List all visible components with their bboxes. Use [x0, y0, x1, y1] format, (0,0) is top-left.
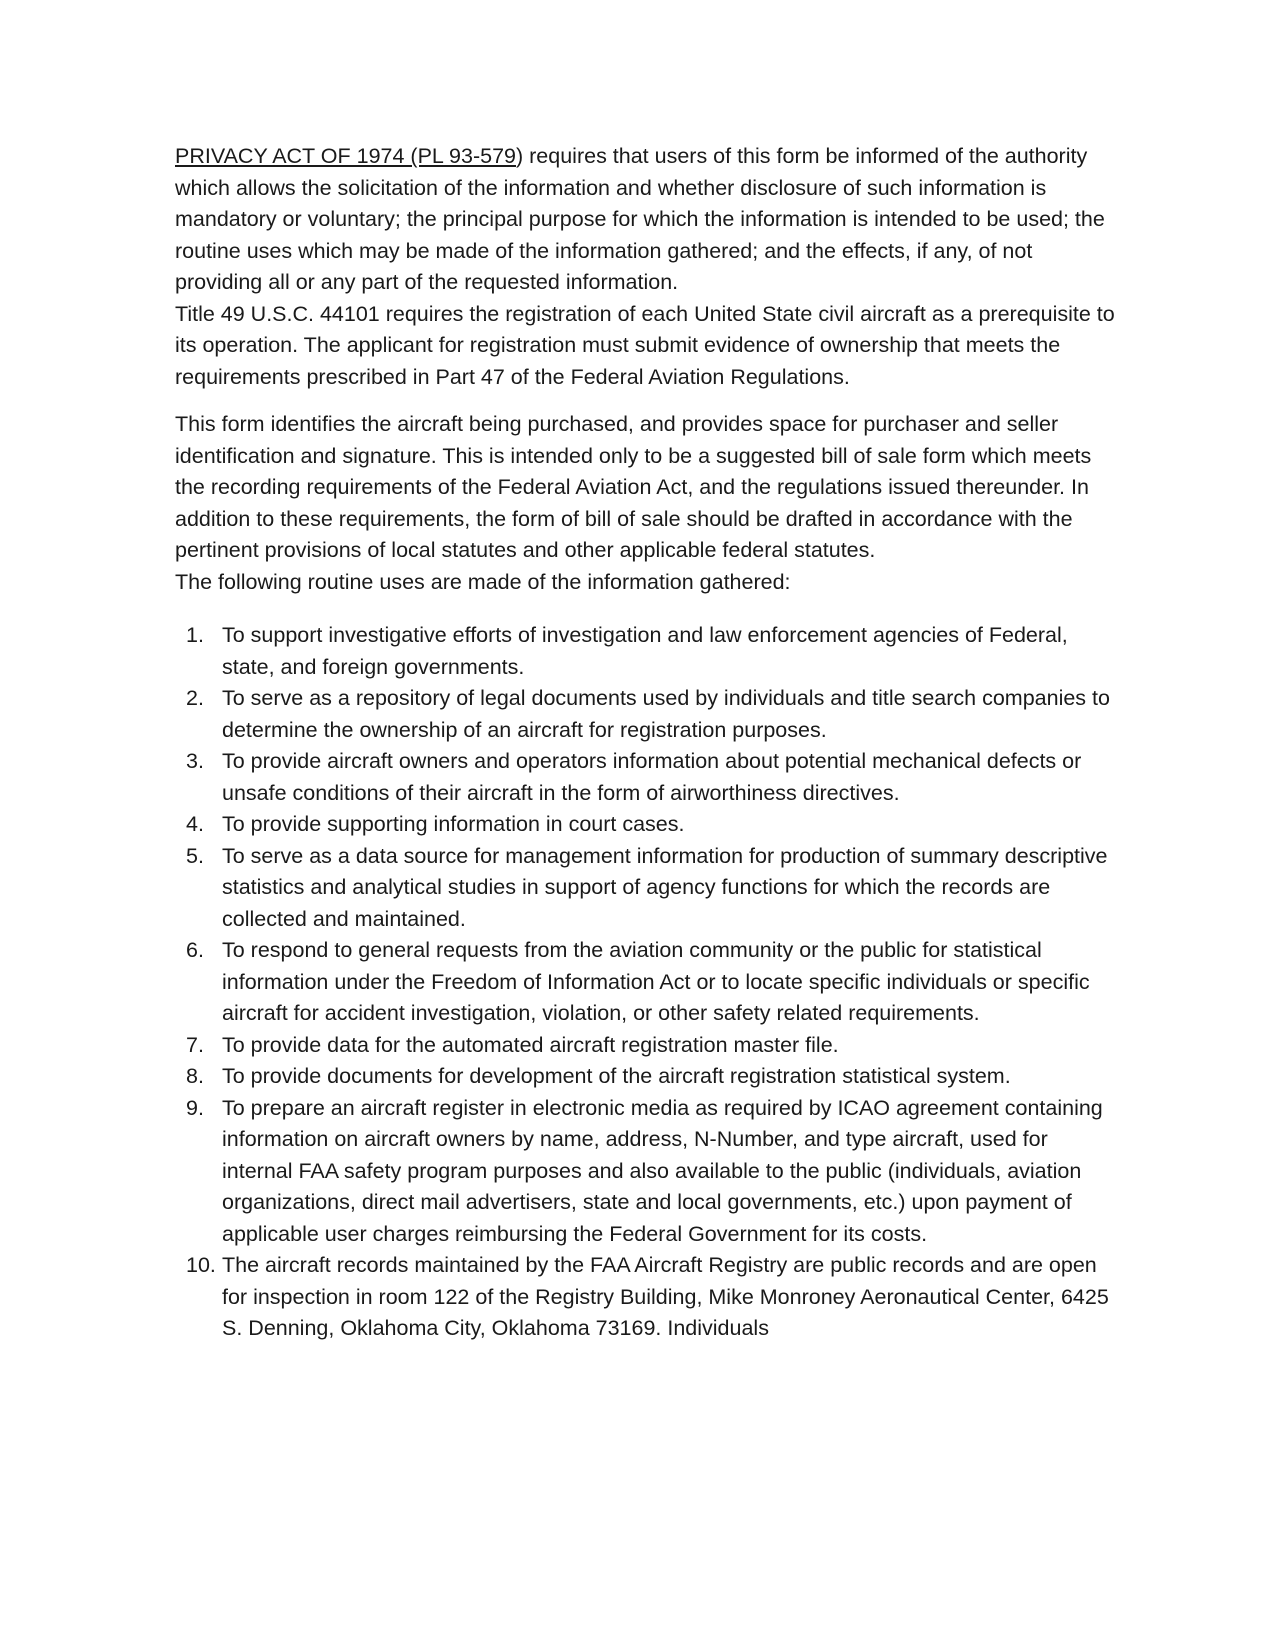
privacy-act-heading-tail: ) [516, 144, 524, 168]
list-text: To provide data for the automated aircraft registration master file. [222, 1032, 839, 1057]
list-item [175, 683, 1115, 746]
paragraph-gap [175, 393, 1115, 409]
list-number: 10. [186, 1253, 216, 1277]
list-number: 5. [186, 843, 204, 868]
list-number: 1. [186, 623, 204, 647]
list-number: 7. [186, 1032, 204, 1057]
list-text: To serve as a repository of legal documents used by individuals and title search companies to determine the ownership of an aircraft for registration purposes. [222, 686, 1110, 742]
privacy-act-heading: PRIVACY ACT OF 1974 (PL 93-579 [175, 144, 516, 168]
list-text: To respond to general requests from the aviation community or the public for statistical information under the Freedom of Information Act or to locate specific individuals or specific aircraft for accident investigation, violation, or other safety related requirements. [222, 938, 1090, 1025]
list-item [175, 841, 1115, 936]
list-item [175, 1030, 1115, 1062]
list-text: To serve as a data source for management information for production of summary descriptive statistics and analytical studies in support of agency functions for which the records are collected and maintained. [222, 843, 1108, 931]
list-text: To provide documents for development of the aircraft registration statistical system. [222, 1064, 1011, 1088]
privacy-act-paragraph [175, 141, 1115, 299]
privacy-act-text: requires that users of this form be informed of the authority which allows the solicitation of the information and whether disclosure of such information is mandatory or voluntary; the principal purpose for which the information is intended to be used; the routine uses which may be made of the information gathered; and the effects, if any, of not providing all or any part of the requested information. [175, 144, 1105, 294]
list-number: 2. [186, 686, 204, 710]
document-page [175, 141, 1115, 1345]
list-item [175, 809, 1115, 841]
list-number: 6. [186, 938, 204, 962]
list-number: 4. [186, 812, 204, 836]
title-49-paragraph: Title 49 U.S.C. 44101 requires the registration of each United State civil aircraft as a prerequisite to its operation. The applicant for registration must submit evidence of ownership that meets the requirements prescribed in Part 47 of the Federal Aviation Regulations. [175, 301, 1115, 389]
list-text: To provide supporting information in court cases. [222, 812, 685, 836]
list-text: To prepare an aircraft register in electronic media as required by ICAO agreement containing information on aircraft owners by name, address, N-Number, and type aircraft, used for internal FAA safety program purposes and also available to the public (individuals, aviation organizations, direct mail advertisers, state and local governments, etc.) upon payment of applicable user charges reimbursing the Federal Government for its costs. [222, 1095, 1103, 1246]
routine-uses-list [175, 620, 1115, 1345]
list-item [175, 620, 1115, 683]
form-purpose-paragraph: This form identifies the aircraft being purchased, and provides space for purchaser and seller identification and signature. This is intended only to be a suggested bill of sale form which meets the recording requirements of the Federal Aviation Act, and the regulations issued thereunder. In addition to these requirements, the form of bill of sale should be drafted in accordance with the pertinent provisions of local statutes and other applicable federal statutes. [175, 412, 1092, 562]
list-item [175, 1250, 1115, 1345]
list-number: 9. [186, 1095, 204, 1120]
list-item [175, 746, 1115, 809]
list-number: 3. [186, 749, 204, 773]
list-text: The aircraft records maintained by the FAA Aircraft Registry are public records and are open for inspection in room 122 of the Registry Building, Mike Monroney Aeronautical Center, 6425 S. Denning, Oklahoma City, Oklahoma 73169. Individuals [222, 1253, 1109, 1340]
routine-uses-intro: The following routine uses are made of the information gathered: [175, 569, 791, 594]
list-number: 8. [186, 1064, 204, 1088]
list-text: To support investigative efforts of investigation and law enforcement agencies of Federal, state, and foreign governments. [222, 623, 1068, 679]
list-item [175, 1093, 1115, 1251]
list-item [175, 1061, 1115, 1093]
list-text: To provide aircraft owners and operators information about potential mechanical defects or unsafe conditions of their aircraft in the form of airworthiness directives. [222, 749, 1082, 805]
list-item [175, 935, 1115, 1030]
